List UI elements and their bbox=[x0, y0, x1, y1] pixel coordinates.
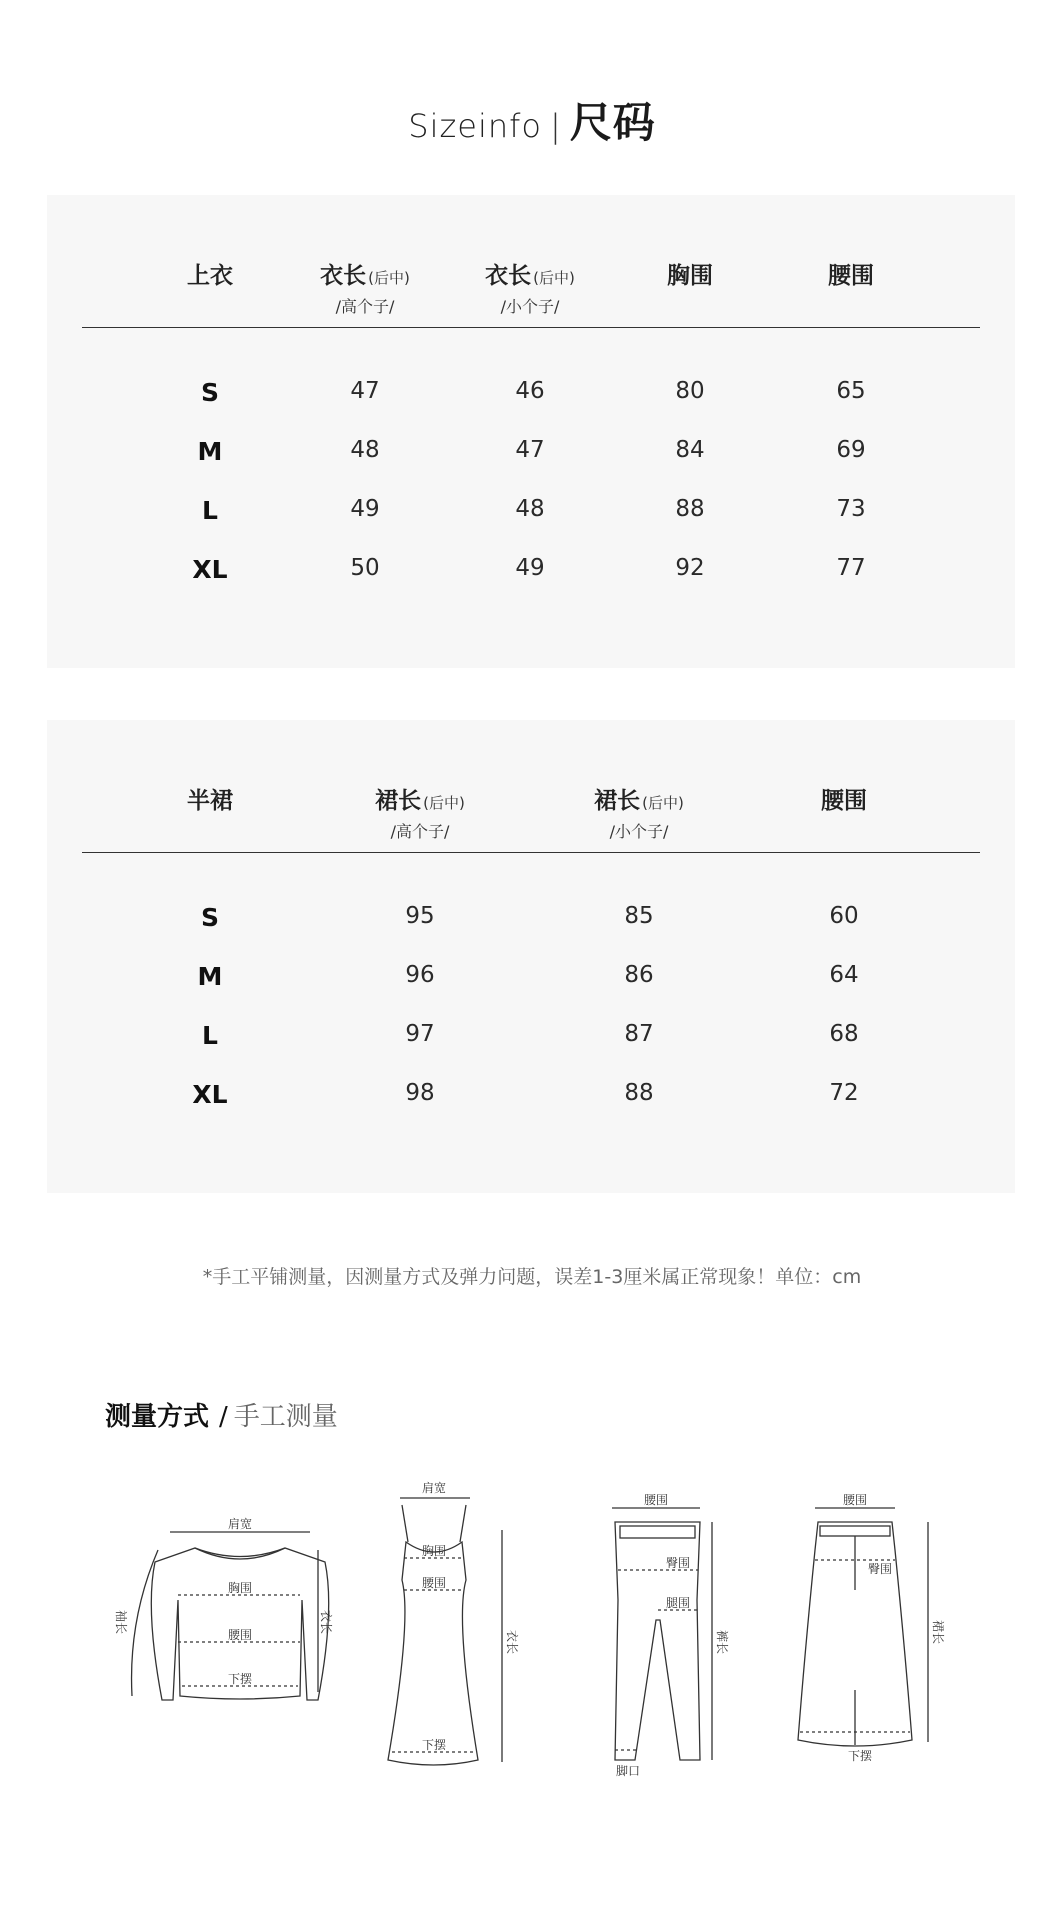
page-title bbox=[0, 90, 1064, 150]
header-label: 腰围 bbox=[828, 263, 874, 289]
measure-title: 测量方式 bbox=[105, 1402, 210, 1432]
label-sleeve: 袖长 bbox=[114, 1610, 128, 1635]
table-cell: 96 bbox=[405, 962, 435, 988]
size-label: L bbox=[202, 496, 218, 525]
label-dress-hem: 下摆 bbox=[421, 1738, 447, 1752]
label-length: 衣长 bbox=[319, 1610, 333, 1635]
label-dress-shoulder: 肩宽 bbox=[421, 1481, 447, 1495]
table-cell: 97 bbox=[405, 1021, 435, 1047]
header-cell bbox=[667, 257, 713, 290]
table-cell: 88 bbox=[624, 1080, 654, 1106]
table-cell: 47 bbox=[350, 378, 380, 404]
header-label: 半裙 bbox=[187, 788, 233, 814]
label-dress-waist: 腰围 bbox=[421, 1576, 447, 1590]
table-cell: 98 bbox=[405, 1080, 435, 1106]
size-label: XL bbox=[192, 1080, 228, 1109]
label-shoulder: 肩宽 bbox=[227, 1517, 253, 1531]
header-note: (后中) bbox=[368, 269, 410, 287]
table-cell: 49 bbox=[350, 496, 380, 522]
title-en: Sizeinfo bbox=[408, 107, 542, 145]
table-row bbox=[47, 903, 1015, 943]
header-cell bbox=[320, 257, 410, 317]
size-label: M bbox=[197, 962, 223, 991]
label-pants-hip: 臀围 bbox=[665, 1556, 691, 1570]
table-cell: 50 bbox=[350, 555, 380, 581]
table-row bbox=[47, 555, 1015, 595]
size-label: M bbox=[197, 437, 223, 466]
table-row bbox=[47, 962, 1015, 1002]
label-pants-length: 裤长 bbox=[715, 1630, 729, 1655]
label-chest: 胸围 bbox=[227, 1581, 253, 1595]
header-cell bbox=[187, 782, 233, 815]
measurement-note: *手工平铺测量，因测量方式及弹力问题，误差1-3厘米属正常现象！单位：cm bbox=[202, 1266, 862, 1288]
label-skirt-waist: 腰围 bbox=[842, 1493, 868, 1507]
header-divider bbox=[82, 327, 980, 328]
header-cell bbox=[375, 782, 465, 842]
table-cell: 86 bbox=[624, 962, 654, 988]
table-cell: 95 bbox=[405, 903, 435, 929]
header-note: (后中) bbox=[642, 794, 684, 812]
table-cell: 46 bbox=[515, 378, 545, 404]
table-cell: 68 bbox=[829, 1021, 859, 1047]
table-row bbox=[47, 437, 1015, 477]
header-note: (后中) bbox=[423, 794, 465, 812]
table-cell: 65 bbox=[836, 378, 866, 404]
measurement-diagrams bbox=[0, 1470, 1064, 1790]
table-cell: 73 bbox=[836, 496, 866, 522]
header-sub: /小个子/ bbox=[609, 822, 669, 841]
table-cell: 48 bbox=[350, 437, 380, 463]
table-row bbox=[47, 496, 1015, 536]
label-pants-waist: 腰围 bbox=[643, 1493, 669, 1507]
table-cell: 60 bbox=[829, 903, 859, 929]
table-cell: 64 bbox=[829, 962, 859, 988]
header-label: 上衣 bbox=[187, 263, 233, 289]
table-cell: 80 bbox=[675, 378, 705, 404]
header-cell bbox=[828, 257, 874, 290]
header-label: 腰围 bbox=[821, 788, 867, 814]
size-label: XL bbox=[192, 555, 228, 584]
label-dress-chest: 胸围 bbox=[421, 1544, 447, 1558]
header-label: 裙长 bbox=[375, 788, 422, 814]
label-pants-leg-opening: 脚口 bbox=[615, 1764, 641, 1778]
table-cell: 88 bbox=[675, 496, 705, 522]
header-cell bbox=[594, 782, 684, 842]
size-label: S bbox=[200, 903, 220, 932]
label-pants-thigh: 腿围 bbox=[665, 1596, 691, 1610]
header-note: (后中) bbox=[533, 269, 575, 287]
table-row bbox=[47, 1021, 1015, 1061]
garment-diagrams-svg bbox=[0, 1470, 1064, 1790]
table-cell: 47 bbox=[515, 437, 545, 463]
measure-separator: / bbox=[219, 1402, 228, 1432]
header-label: 胸围 bbox=[667, 263, 713, 289]
header-label: 衣长 bbox=[320, 263, 367, 289]
header-cell bbox=[485, 257, 575, 317]
dress-diagram bbox=[388, 1498, 502, 1765]
pants-diagram bbox=[612, 1508, 712, 1760]
table-cell: 72 bbox=[829, 1080, 859, 1106]
label-waist: 腰围 bbox=[227, 1628, 253, 1642]
measurement-method-heading bbox=[105, 1396, 338, 1433]
table-cell: 49 bbox=[515, 555, 545, 581]
title-zh: 尺码 bbox=[569, 98, 656, 147]
label-skirt-length: 裙长 bbox=[931, 1620, 945, 1645]
header-label: 衣长 bbox=[485, 263, 532, 289]
size-label: S bbox=[200, 378, 220, 407]
table-cell: 77 bbox=[836, 555, 866, 581]
table-cell: 85 bbox=[624, 903, 654, 929]
measure-subtitle: 手工测量 bbox=[233, 1402, 338, 1432]
table-cell: 48 bbox=[515, 496, 545, 522]
table-header bbox=[47, 782, 1015, 842]
skirt-diagram bbox=[798, 1508, 928, 1746]
table-cell: 84 bbox=[675, 437, 705, 463]
table-row bbox=[47, 378, 1015, 418]
header-sub: /小个子/ bbox=[500, 297, 560, 316]
label-hem: 下摆 bbox=[227, 1672, 253, 1686]
header-sub: /高个子/ bbox=[390, 822, 450, 841]
table-cell: 92 bbox=[675, 555, 705, 581]
table-cell: 87 bbox=[624, 1021, 654, 1047]
table-cell: 69 bbox=[836, 437, 866, 463]
header-label: 裙长 bbox=[594, 788, 641, 814]
header-sub: /高个子/ bbox=[335, 297, 395, 316]
table-header bbox=[47, 257, 1015, 317]
header-divider bbox=[82, 852, 980, 853]
label-skirt-hip: 臀围 bbox=[867, 1562, 893, 1576]
size-label: L bbox=[202, 1021, 218, 1050]
skirt-size-table bbox=[47, 720, 1015, 1193]
top-size-table bbox=[47, 195, 1015, 668]
title-separator: | bbox=[549, 107, 562, 145]
header-cell bbox=[187, 257, 233, 290]
table-row bbox=[47, 1080, 1015, 1120]
label-dress-length: 衣长 bbox=[505, 1630, 519, 1655]
label-skirt-hem: 下摆 bbox=[847, 1749, 873, 1763]
header-cell bbox=[821, 782, 867, 815]
